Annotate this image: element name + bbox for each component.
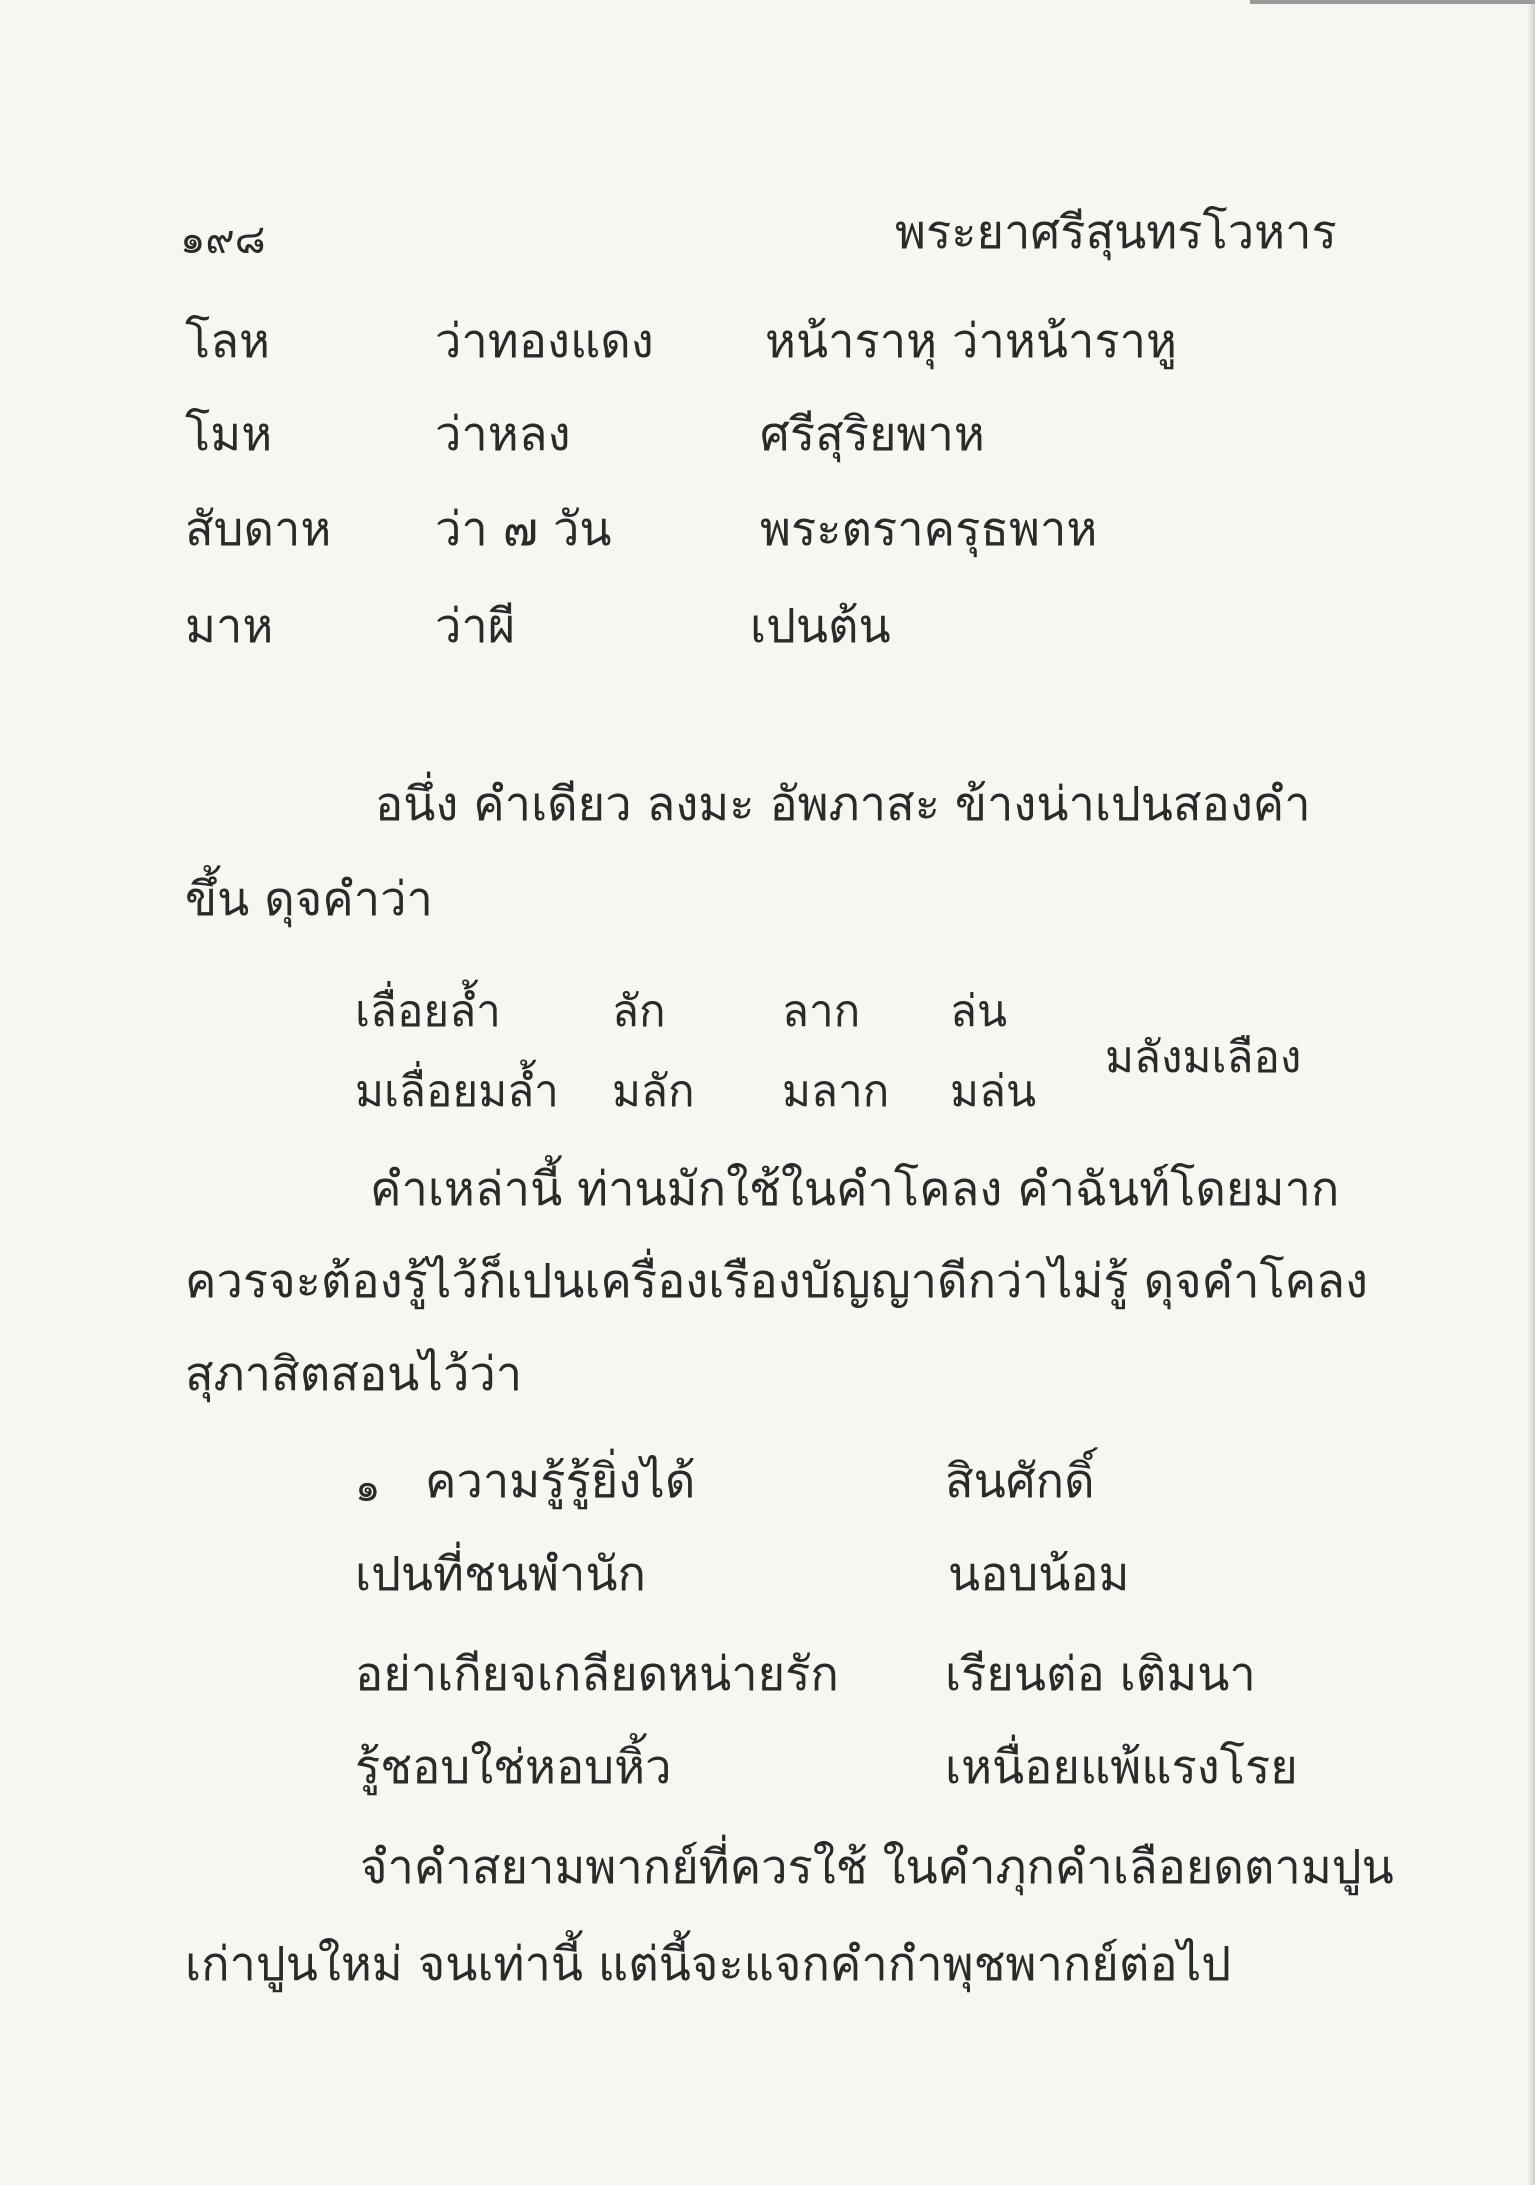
word-cell: มลาก [782,1066,890,1117]
glossary-meaning: ว่าผี [435,599,516,654]
paragraph-line: จำคำสยามพากย์ที่ควรใช้ ในคำภุกคำเลือยดตามปูน [360,1840,1394,1895]
poem-line-right: เหนื่อยแพ้แรงโรย [945,1740,1298,1795]
bracket-word: มลังมเลือง [1105,1032,1302,1083]
glossary-word: โลห [185,314,271,369]
paragraph-line: เก่าปูนใหม่ จนเท่านี้ แต่นี้จะแจกคำกำพุชพากย์ต่อไป [185,1937,1232,1992]
glossary-word: โมห [185,407,273,462]
paragraph-line: สุภาสิตสอนไว้ว่า [185,1347,523,1402]
poem-line-right: เรียนต่อ เติมนา [945,1647,1256,1702]
paragraph-line: คำเหล่านี้ ท่านมักใช้ในคำโคลง คำฉันท์โดยมาก [370,1162,1340,1217]
poem-number: ๑ [355,1465,381,1511]
word-cell: มลัก [612,1066,695,1117]
word-cell: เลื่อยล้ำ [355,986,501,1037]
glossary-meaning: ว่าทองแดง [435,314,654,369]
glossary-meaning: ว่าหลง [435,407,571,462]
glossary-word: สับดาห [185,502,332,557]
poem-line-left: อย่าเกียจเกลียดหน่ายรัก [355,1647,839,1702]
poem-line-left: รู้ชอบใช่หอบหิ้ว [355,1740,672,1795]
running-title: พระยาศรีสุนทรโวหาร [895,205,1337,260]
paragraph-line: ขึ้น ดุจคำว่า [185,872,433,927]
poem-line-right: นอบน้อม [948,1547,1130,1602]
page-number: ๑๙๘ [180,217,266,263]
glossary-example: ศรีสุริยพาห [760,407,985,462]
word-cell: ลัก [612,986,666,1037]
poem-line-left: เปนที่ชนพำนัก [355,1547,646,1602]
glossary-example: เปนต้น [750,599,891,654]
poem-line-right: สินศักดิ์ [945,1454,1095,1509]
page-edge-right [1527,0,1535,2185]
word-cell: ลาก [782,986,861,1037]
poem-line-left: ความรู้รู้ยิ่งได้ [425,1454,696,1509]
word-cell: ล่น [950,986,1008,1037]
glossary-word: มาห [185,599,274,654]
word-cell: มล่น [950,1066,1037,1117]
glossary-meaning: ว่า ๗ วัน [435,502,612,557]
paragraph-line: อนึ่ง คำเดียว ลงมะ อัพภาสะ ข้างน่าเปนสองคำ [375,777,1311,832]
glossary-example: หน้าราหุ ว่าหน้าราหู [765,314,1177,369]
word-cell: มเลื่อยมล้ำ [355,1066,559,1117]
paragraph-line: ควรจะต้องรู้ไว้ก็เปนเครื่องเรืองบัญญาดีกว่าไม่รู้ ดุจคำโคลง [185,1254,1368,1309]
page-edge-top [1250,0,1535,4]
glossary-example: พระตราครุธพาห [760,502,1098,557]
